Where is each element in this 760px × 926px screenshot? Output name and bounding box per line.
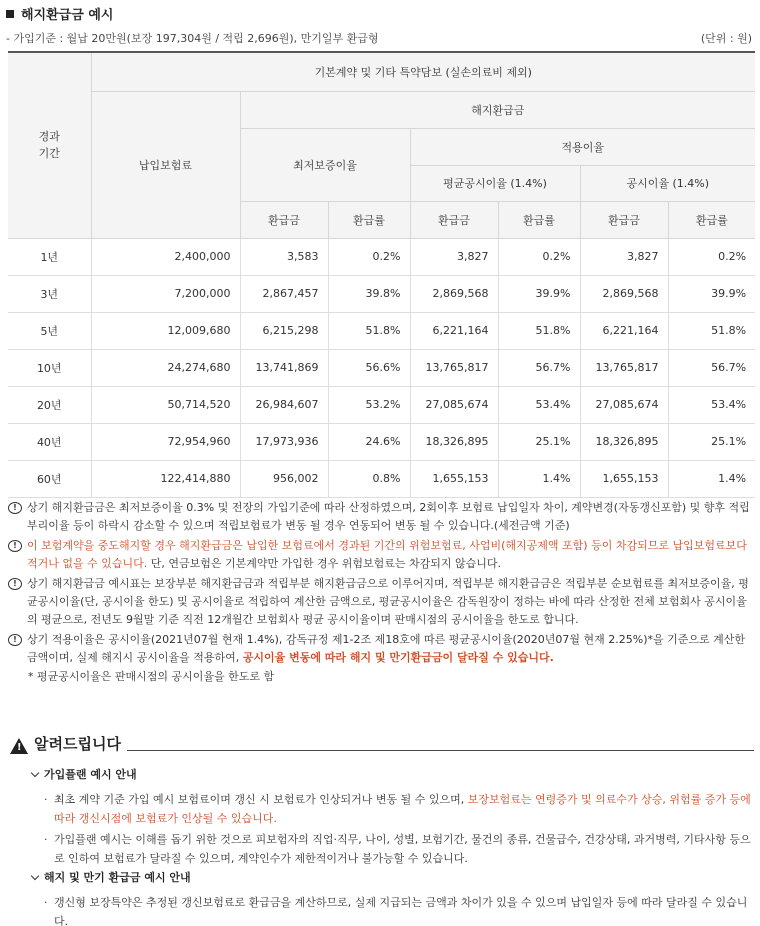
info-circle-icon: ! <box>8 634 22 646</box>
header-pub-ratio: 환급률 <box>668 201 755 238</box>
cell-min-amount: 2,867,457 <box>240 275 328 312</box>
info-circle-icon: ! <box>8 502 22 514</box>
table-row <box>8 238 755 275</box>
cell-premium: 122,414,880 <box>91 460 240 497</box>
notes <box>8 499 755 685</box>
cell-min-amount: 13,741,869 <box>240 349 328 386</box>
note-1 <box>8 499 755 535</box>
cell-avg-amount: 3,827 <box>410 238 498 275</box>
info-circle-icon: ! <box>8 540 22 552</box>
cell-min-ratio: 39.8% <box>328 275 410 312</box>
header-avg-ratio: 환급률 <box>498 201 580 238</box>
table-row <box>8 386 755 423</box>
cell-min-ratio: 0.2% <box>328 238 410 275</box>
cell-avg-ratio: 25.1% <box>498 423 580 460</box>
group-plan-title-text: 가입플랜 예시 안내 <box>44 768 137 781</box>
table-row <box>8 312 755 349</box>
cell-pub-amount: 1,655,153 <box>580 460 668 497</box>
group-plan-title <box>30 766 752 782</box>
note-4-text <box>27 631 755 667</box>
group-refund-title-text: 해지 및 만기 환급금 예시 안내 <box>44 871 191 884</box>
list-item: · 갱신형 보장특약은 추정된 갱신보험료로 환급금을 계산하므로, 실제 지급되는 금액과 차이가 있을 수 있으며 납입일자 등에 따라 달라질 수 있습니다. <box>30 893 752 926</box>
header-pub-amount: 환급금 <box>580 201 668 238</box>
note-2-warning: 이 보험계약을 중도해지할 경우 해지환급금은 납입한 보험료에서 경과된 기간의 위험보험료, 사업비(해지공제액 포함) 등이 차감되므로 납입보험료보다 적거나 없을 수 있습니다. <box>27 539 747 570</box>
cell-avg-ratio: 39.9% <box>498 275 580 312</box>
cell-avg-ratio: 53.4% <box>498 386 580 423</box>
table-row <box>8 349 755 386</box>
group-refund-title <box>30 869 752 885</box>
cell-pub-amount: 27,085,674 <box>580 386 668 423</box>
alert-title: 알려드립니다 <box>34 735 121 753</box>
basis-text: - 가입기준 : 월납 20만원(보장 197,304원 / 적립 2,696원), 만기일부 환급형 <box>6 32 379 45</box>
cell-premium: 24,274,680 <box>91 349 240 386</box>
cell-premium: 50,714,520 <box>91 386 240 423</box>
cell-avg-amount: 1,655,153 <box>410 460 498 497</box>
info-circle-icon: ! <box>8 578 22 590</box>
header-refund: 해지환급금 <box>240 91 755 128</box>
cell-avg-amount: 6,221,164 <box>410 312 498 349</box>
list-item-text: 갱신형 보장특약은 추정된 갱신보험료로 환급금을 계산하므로, 실제 지급되는 금액과 차이가 있을 수 있으며 납입일자 등에 따라 달라질 수 있습니다. <box>54 896 748 926</box>
cell-period: 5년 <box>8 312 91 349</box>
cell-min-amount: 3,583 <box>240 238 328 275</box>
cell-avg-ratio: 56.7% <box>498 349 580 386</box>
cell-min-ratio: 0.8% <box>328 460 410 497</box>
header-avg-rate: 평균공시이율 (1.4%) <box>410 165 580 201</box>
note-4-main: 상기 적용이율은 공시이율(2021년07월 현재 1.4%), 감독규정 제1-2조 제18호에 따른 평균공시이율(2020년07월 현재 2.25%)*을 기준으로 계산한 금액이며, 실제 해지시 공시이율을 적용하여, <box>27 633 745 664</box>
header-avg-amount: 환급금 <box>410 201 498 238</box>
cell-min-ratio: 51.8% <box>328 312 410 349</box>
cell-pub-ratio: 51.8% <box>668 312 755 349</box>
cell-period: 40년 <box>8 423 91 460</box>
cell-avg-ratio: 1.4% <box>498 460 580 497</box>
cell-pub-ratio: 39.9% <box>668 275 755 312</box>
note-4-warning: 공시이율 변동에 따라 해지 및 만기환급금이 달라질 수 있습니다. <box>242 651 554 664</box>
table-row <box>8 460 755 497</box>
note-3-text: 상기 해지환급금 예시표는 보장부분 해지환급금과 적립부분 해지환급금으로 이루어지며, 적립부분 해지환급금은 적립부분 순보험료를 최저보증이율, 평균공시이율(단, 공시이율 한도) 및 공시이율로 적립하여 계산한 금액으로, 평균공시이율은 감독원장이 정하는 바에 따라 산정한 전체 보험회사 공시이율의 평균으로, 전년도 9월말 기준 직전 12개월간 보험회사 평균 공시이율이며 판매시점의 공시이율을 한도로 합니다. <box>27 577 749 626</box>
cell-period: 60년 <box>8 460 91 497</box>
list-item: · 가입플랜 예시는 이해를 돕기 위한 것으로 피보험자의 직업·직무, 나이, 성별, 보험기간, 물건의 종류, 건물급수, 건강상태, 과거병력, 기타사항 등으로 인하여 보험료가 달라질 수 있으며, 계약인수가 제한적이거나 불가능할 수 있습니다. <box>30 830 752 868</box>
chevron-down-icon <box>31 871 39 879</box>
list-item: · 최초 계약 기준 가입 예시 보험료이며 갱신 시 보험료가 인상되거나 변동 될 수 있으며, 보장보험료는 연령증가 및 의료수가 상승, 위험률 증가 등에 따라 갱신시점에 보험료가 인상될 수 있습니다. <box>44 793 751 825</box>
cell-premium: 7,200,000 <box>91 275 240 312</box>
group-plan-example <box>30 766 752 870</box>
note-1-text: 상기 해지환급금은 최저보증이율 0.3% 및 전장의 가입기준에 따라 산정하였으며, 2회이후 보험료 납입일자 차이, 계약변경(자동갱신포함) 및 향후 적립부리이율 등이 하락시 감소할 수 있으며 적립보험료가 변동 될 경우 연동되어 변동 될 수 있습니다.(세전금액 기준) <box>27 501 750 532</box>
warning-triangle-icon: ! <box>10 738 28 754</box>
list-item-text: 가입플랜 예시는 이해를 돕기 위한 것으로 피보험자의 직업·직무, 나이, 성별, 보험기간, 물건의 종류, 건물급수, 건강상태, 과거병력, 기타사항 등으로 인하여 보험료가 달라질 수 있으며, 계약인수가 제한적이거나 불가능할 수 있습니다. <box>54 833 751 865</box>
cell-period: 10년 <box>8 349 91 386</box>
cell-premium: 12,009,680 <box>91 312 240 349</box>
cell-pub-ratio: 53.4% <box>668 386 755 423</box>
group-refund-example <box>30 869 752 926</box>
cell-min-ratio: 24.6% <box>328 423 410 460</box>
header-period: 경과 기간 <box>8 52 91 238</box>
cell-min-amount: 6,215,298 <box>240 312 328 349</box>
cell-premium: 2,400,000 <box>91 238 240 275</box>
cell-pub-amount: 13,765,817 <box>580 349 668 386</box>
cell-avg-ratio: 0.2% <box>498 238 580 275</box>
cell-pub-ratio: 56.7% <box>668 349 755 386</box>
note-2-text <box>27 537 755 573</box>
section-title-text: 해지환급금 예시 <box>21 8 114 23</box>
header-min-amount: 환급금 <box>240 201 328 238</box>
cell-pub-amount: 6,221,164 <box>580 312 668 349</box>
note-4-sub: * 평균공시이율은 판매시점의 공시이율을 한도로 함 <box>28 670 275 683</box>
refund-table <box>8 51 755 498</box>
cell-pub-amount: 2,869,568 <box>580 275 668 312</box>
cell-avg-amount: 2,869,568 <box>410 275 498 312</box>
cell-min-amount: 26,984,607 <box>240 386 328 423</box>
header-min-rate: 최저보증이율 <box>240 128 410 201</box>
note-3 <box>8 575 755 629</box>
unit-text: (단위 : 원) <box>700 32 752 45</box>
header-premium: 납입보험료 <box>91 91 240 238</box>
note-4 <box>8 631 755 667</box>
cell-pub-amount: 3,827 <box>580 238 668 275</box>
header-min-ratio: 환급률 <box>328 201 410 238</box>
table-row <box>8 423 755 460</box>
divider <box>127 750 754 751</box>
chevron-down-icon <box>31 768 39 776</box>
note-2 <box>8 537 755 573</box>
cell-premium: 72,954,960 <box>91 423 240 460</box>
list-item-text: 최초 계약 기준 가입 예시 보험료이며 갱신 시 보험료가 인상되거나 변동 될 수 있으며, <box>54 793 468 806</box>
square-bullet-icon <box>6 10 14 18</box>
list-item-warning: 보장보험료는 연령증가 및 의료수가 상승, 위험률 증가 등에 따라 갱신시점에 보험료가 인상될 수 있습니다. <box>54 793 751 825</box>
cell-pub-ratio: 25.1% <box>668 423 755 460</box>
cell-period: 1년 <box>8 238 91 275</box>
note-2-rest: 단, 연금보험은 기본계약만 가입한 경우 위험보험료는 차감되지 않습니다. <box>147 557 501 570</box>
cell-pub-amount: 18,326,895 <box>580 423 668 460</box>
cell-period: 3년 <box>8 275 91 312</box>
cell-min-ratio: 53.2% <box>328 386 410 423</box>
header-pub-rate: 공시이율 (1.4%) <box>580 165 755 201</box>
cell-period: 20년 <box>8 386 91 423</box>
header-basic-contract: 기본계약 및 기타 특약담보 (실손의료비 제외) <box>91 52 755 91</box>
cell-min-ratio: 56.6% <box>328 349 410 386</box>
cell-pub-ratio: 1.4% <box>668 460 755 497</box>
cell-avg-amount: 27,085,674 <box>410 386 498 423</box>
cell-min-amount: 956,002 <box>240 460 328 497</box>
cell-avg-amount: 18,326,895 <box>410 423 498 460</box>
cell-avg-ratio: 51.8% <box>498 312 580 349</box>
section-title <box>6 4 113 23</box>
cell-avg-amount: 13,765,817 <box>410 349 498 386</box>
cell-min-amount: 17,973,936 <box>240 423 328 460</box>
table-row <box>8 275 755 312</box>
header-applied-rate: 적용이율 <box>410 128 755 165</box>
cell-pub-ratio: 0.2% <box>668 238 755 275</box>
alert-heading <box>10 733 754 754</box>
